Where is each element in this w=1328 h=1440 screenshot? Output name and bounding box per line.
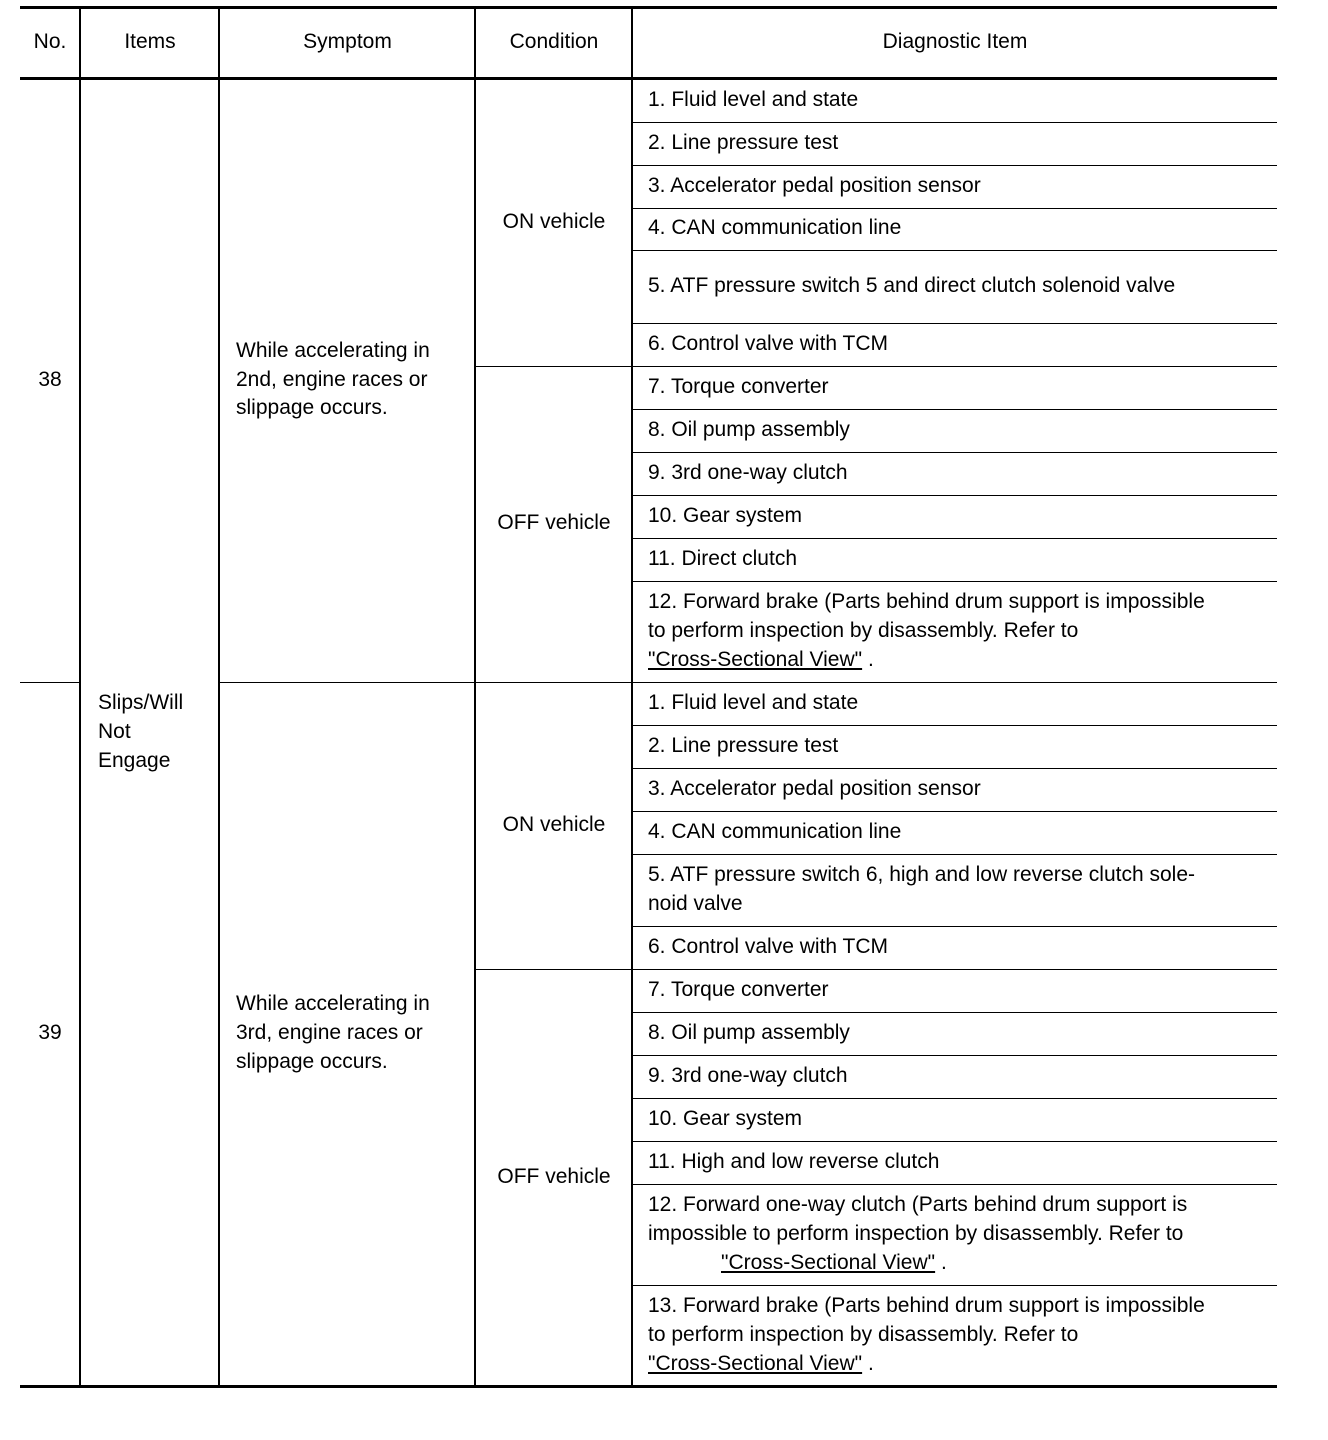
diag-divider (632, 1055, 1277, 1056)
diagnostic-item: to perform inspection by disassembly. Refer to (648, 619, 1079, 642)
condition-off-vehicle: OFF vehicle (497, 1165, 611, 1188)
diag-divider (632, 854, 1277, 855)
diagnostic-item: 4. CAN communication line (648, 216, 902, 239)
ref-period: . (862, 648, 874, 671)
diag-divider (632, 538, 1277, 539)
diagnostic-item: to perform inspection by disassembly. Refer to (648, 1323, 1079, 1346)
diag-divider (632, 165, 1277, 166)
cross-sectional-view-link[interactable]: "Cross-Sectional View" (648, 648, 863, 671)
diagnostic-item: 3. Accelerator pedal position sensor (648, 777, 981, 800)
diagnostic-item: 7. Torque converter (648, 375, 829, 398)
symptom-text: While accelerating in (236, 992, 430, 1015)
diagnostic-item: 8. Oil pump assembly (648, 418, 850, 441)
diagnostic-item: 10. Gear system (648, 1107, 803, 1130)
column-divider (79, 6, 81, 1387)
symptom-text: 2nd, engine races or (236, 368, 428, 391)
cross-sectional-view-link[interactable]: "Cross-Sectional View" (648, 1352, 863, 1375)
diag-divider (632, 1184, 1277, 1185)
ref-period: . (935, 1251, 947, 1274)
diag-divider (632, 495, 1277, 496)
header-symptom: Symptom (303, 30, 392, 53)
diag-divider (632, 122, 1277, 123)
condition-on-vehicle: ON vehicle (502, 813, 606, 836)
diagnostic-item: 13. Forward brake (Parts behind drum support is impossible (648, 1294, 1205, 1317)
diagnostic-item: 2. Line pressure test (648, 734, 839, 757)
diagnostic-item: 7. Torque converter (648, 978, 829, 1001)
condition-divider (475, 366, 632, 367)
diag-divider (632, 926, 1277, 927)
diag-divider (632, 323, 1277, 324)
items-value: Engage (98, 749, 171, 772)
diagnostic-item: 12. Forward brake (Parts behind drum support is impossible (648, 590, 1205, 613)
row-divider (219, 682, 1277, 683)
symptom-text: While accelerating in (236, 339, 430, 362)
header-items: Items (124, 30, 176, 53)
diagnostic-item: 6. Control valve with TCM (648, 935, 889, 958)
condition-divider (475, 969, 632, 970)
diag-divider (632, 1285, 1277, 1286)
diagnostic-item: 5. ATF pressure switch 5 and direct clutch solenoid valve (648, 274, 1176, 297)
items-value: Slips/Will (98, 691, 184, 714)
table-top-rule (20, 6, 1277, 9)
diagnostic-item: 4. CAN communication line (648, 820, 902, 843)
items-value: Not (98, 720, 131, 743)
diagnostic-item: 6. Control valve with TCM (648, 332, 889, 355)
symptom-text: slippage occurs. (236, 396, 388, 419)
symptom-text: 3rd, engine races or (236, 1021, 423, 1044)
ref-period: . (862, 1352, 874, 1375)
diagnostic-item-ref (648, 1349, 874, 1378)
diagnostic-item: 5. ATF pressure switch 6, high and low reverse clutch sole- (648, 863, 1196, 886)
table-bottom-rule (20, 1385, 1277, 1388)
diagnostic-item: 10. Gear system (648, 504, 803, 527)
diag-divider (632, 768, 1277, 769)
diagnostic-item: 11. Direct clutch (648, 547, 797, 570)
diag-divider (632, 811, 1277, 812)
condition-off-vehicle: OFF vehicle (497, 511, 611, 534)
row-number: 39 (38, 1021, 62, 1044)
diagnostic-item-ref (648, 645, 874, 674)
condition-on-vehicle: ON vehicle (502, 210, 606, 233)
cross-sectional-view-link[interactable]: "Cross-Sectional View" (721, 1251, 936, 1274)
header-condition: Condition (509, 30, 599, 53)
diag-divider (632, 452, 1277, 453)
diag-divider (632, 1012, 1277, 1013)
diagnostic-item: noid valve (648, 892, 743, 915)
diagnostic-item: 3. Accelerator pedal position sensor (648, 174, 981, 197)
diagnostic-item: 1. Fluid level and state (648, 88, 859, 111)
column-divider (218, 6, 220, 1387)
diag-divider (632, 725, 1277, 726)
diagnostic-item: impossible to perform inspection by disassembly. Refer to (648, 1222, 1184, 1245)
diag-divider (632, 969, 1277, 970)
symptom-text: slippage occurs. (236, 1050, 388, 1073)
diagnostic-item-ref (721, 1248, 947, 1277)
diagnostic-item: 9. 3rd one-way clutch (648, 461, 848, 484)
diag-divider (632, 409, 1277, 410)
diag-divider (632, 250, 1277, 251)
diagnostic-item: 9. 3rd one-way clutch (648, 1064, 848, 1087)
diag-divider (632, 366, 1277, 367)
diag-divider (632, 581, 1277, 582)
diagnostic-item: 12. Forward one-way clutch (Parts behind drum support is (648, 1193, 1188, 1216)
header-diagnostic-item: Diagnostic Item (882, 30, 1028, 53)
header-bottom-rule (20, 77, 1277, 80)
diag-divider (632, 1098, 1277, 1099)
diag-divider (632, 1141, 1277, 1142)
row-number: 38 (38, 368, 62, 391)
row-divider (20, 682, 80, 683)
diagnostic-item: 11. High and low reverse clutch (648, 1150, 940, 1173)
diagnostic-item: 8. Oil pump assembly (648, 1021, 850, 1044)
header-no: No. (33, 30, 67, 53)
diagnostic-item: 1. Fluid level and state (648, 691, 859, 714)
diagnostic-item: 2. Line pressure test (648, 131, 839, 154)
diag-divider (632, 208, 1277, 209)
